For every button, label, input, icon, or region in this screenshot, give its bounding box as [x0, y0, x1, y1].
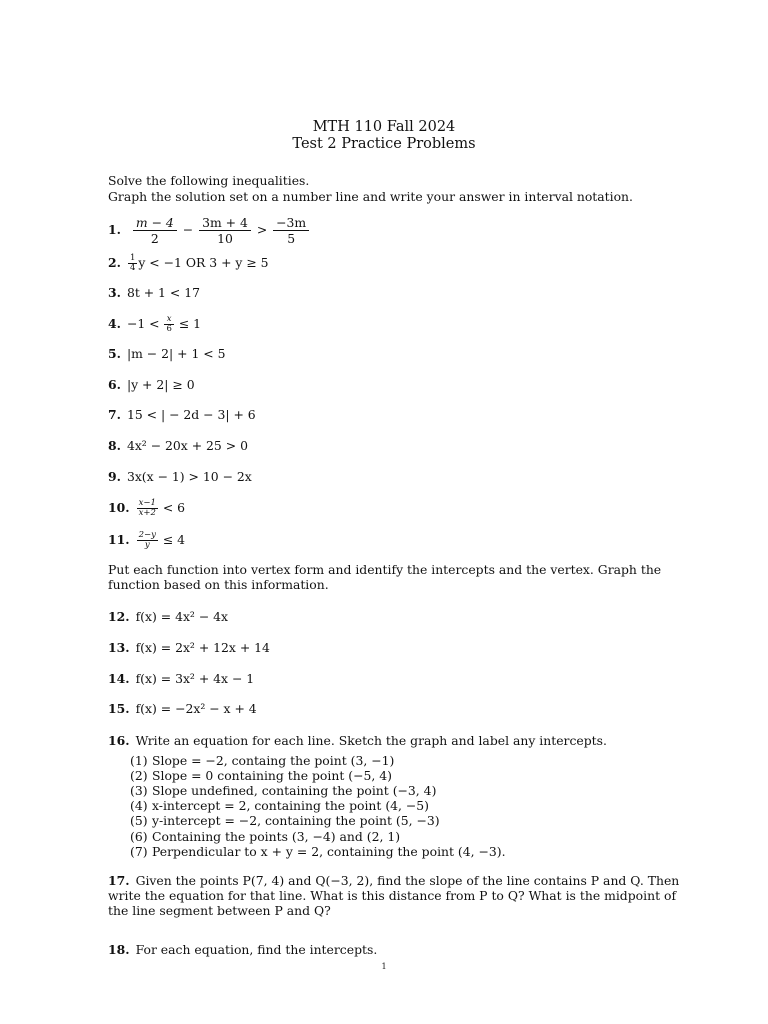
item-text: Containing the points (3, −4) and (2, 1) — [152, 829, 401, 844]
operator: − — [182, 222, 194, 237]
fraction — [133, 215, 177, 246]
problem-13 — [108, 640, 270, 655]
fraction — [137, 499, 158, 518]
problem-number: 17. — [108, 873, 130, 888]
item-text: Slope undefined, containing the point (−3, 4) — [152, 783, 437, 798]
numerator: x−1 — [138, 498, 156, 508]
item-text: Slope = −2, containg the point (3, −1) — [152, 753, 395, 768]
numerator: 2−y — [138, 530, 156, 540]
item-label: (3) — [130, 783, 148, 798]
problem-8 — [108, 438, 248, 453]
expression: |m − 2| + 1 < 5 — [126, 346, 226, 361]
list-item — [130, 768, 392, 783]
denominator: y — [144, 540, 150, 550]
problem-number: 8. — [108, 438, 121, 453]
expression: < 6 — [162, 500, 186, 515]
item-label: (6) — [130, 829, 148, 844]
problem-number: 9. — [108, 469, 121, 484]
list-item — [130, 844, 506, 859]
problem-number: 18. — [108, 942, 130, 957]
problem-number: 5. — [108, 346, 121, 361]
problem-text: For each equation, find the intercepts. — [135, 942, 378, 957]
problem-4 — [108, 315, 201, 334]
problem-5 — [108, 346, 225, 361]
item-text: x-intercept = 2, containing the point (4, −5) — [152, 798, 430, 813]
instructions-line-1: Solve the following inequalities. — [108, 173, 310, 188]
problem-number: 2. — [108, 255, 121, 270]
expression: f(x) = 3x² + 4x − 1 — [135, 671, 255, 686]
item-text: Slope = 0 containing the point (−5, 4) — [152, 768, 392, 783]
item-label: (4) — [130, 798, 148, 813]
problem-6 — [108, 377, 195, 392]
fraction — [164, 315, 173, 334]
numerator: −3m — [273, 215, 309, 231]
numerator: x — [164, 315, 173, 325]
problem-number: 16. — [108, 733, 130, 748]
problem-14 — [108, 671, 254, 686]
operator: > — [256, 222, 268, 237]
expression: f(x) = 4x² − 4x — [135, 609, 229, 624]
numerator: m − 4 — [133, 215, 177, 231]
fraction — [199, 215, 251, 246]
problem-7 — [108, 407, 256, 422]
expression: ≤ 4 — [162, 532, 186, 547]
item-label: (5) — [130, 813, 148, 828]
denominator: 4 — [129, 263, 136, 273]
document-title: Test 2 Practice Problems — [292, 136, 476, 152]
problem-number: 11. — [108, 532, 130, 547]
problem-15 — [108, 701, 257, 716]
numerator: 3m + 4 — [199, 215, 251, 231]
denominator: x+2 — [138, 508, 156, 518]
expression: 4x² − 20x + 25 > 0 — [126, 438, 248, 453]
item-label: (2) — [130, 768, 148, 783]
problem-11 — [108, 531, 185, 550]
page-number: 1 — [381, 962, 387, 971]
problem-number: 4. — [108, 316, 121, 331]
expression: 8t + 1 < 17 — [126, 285, 200, 300]
instructions-line-2: Graph the solution set on a number line and write your answer in interval notation. — [108, 189, 633, 204]
expression: 15 < | − 2d − 3| + 6 — [126, 407, 256, 422]
problem-12 — [108, 609, 228, 624]
item-label: (1) — [130, 753, 148, 768]
problem-text: Given the points P(7, 4) and Q(−3, 2), find the slope of the line contains P and Q. Then write the equation for that line. What is this distance from P to Q? What is the midpoint of the line segment between P and Q? — [108, 873, 680, 918]
problem-16 — [108, 733, 607, 748]
problem-number: 3. — [108, 285, 121, 300]
problem-number: 6. — [108, 377, 121, 392]
problem-10 — [108, 499, 185, 518]
problem-1 — [108, 215, 311, 246]
denominator: 6 — [166, 324, 172, 334]
expression: y < −1 OR 3 + y ≥ 5 — [138, 255, 269, 270]
problem-number: 13. — [108, 640, 130, 655]
problem-17 — [108, 873, 690, 918]
expression: ≤ 1 — [178, 316, 202, 331]
denominator: 2 — [150, 231, 159, 246]
list-item — [130, 813, 440, 828]
problem-text: Write an equation for each line. Sketch the graph and label any intercepts. — [135, 733, 607, 748]
problem-number: 10. — [108, 500, 130, 515]
problem-number: 7. — [108, 407, 121, 422]
problem-2 — [108, 254, 269, 273]
numerator: 1 — [129, 253, 136, 263]
problem-number: 12. — [108, 609, 130, 624]
fraction — [128, 254, 137, 273]
problem-9 — [108, 469, 252, 484]
problem-3 — [108, 285, 200, 300]
denominator: 10 — [217, 231, 233, 246]
list-item — [130, 783, 436, 798]
fraction — [273, 215, 309, 246]
problem-number: 1. — [108, 222, 121, 237]
expression: −1 < — [126, 316, 160, 331]
problem-number: 15. — [108, 701, 130, 716]
item-text: Perpendicular to x + y = 2, containing the point (4, −3). — [152, 844, 506, 859]
item-label: (7) — [130, 844, 148, 859]
fraction — [137, 531, 158, 550]
expression: 3x(x − 1) > 10 − 2x — [126, 469, 252, 484]
course-title: MTH 110 Fall 2024 — [312, 119, 456, 135]
list-item — [130, 798, 429, 813]
list-item — [130, 753, 394, 768]
expression: |y + 2| ≥ 0 — [126, 377, 195, 392]
denominator: 5 — [287, 231, 296, 246]
list-item — [130, 829, 400, 844]
problem-number: 14. — [108, 671, 130, 686]
instructions-vertex-form: Put each function into vertex form and identify the intercepts and the vertex. Graph the function based on this information. — [108, 562, 662, 592]
problem-18 — [108, 942, 377, 957]
item-text: y-intercept = −2, containing the point (5, −3) — [152, 813, 440, 828]
expression: f(x) = 2x² + 12x + 14 — [135, 640, 270, 655]
expression: f(x) = −2x² − x + 4 — [135, 701, 257, 716]
